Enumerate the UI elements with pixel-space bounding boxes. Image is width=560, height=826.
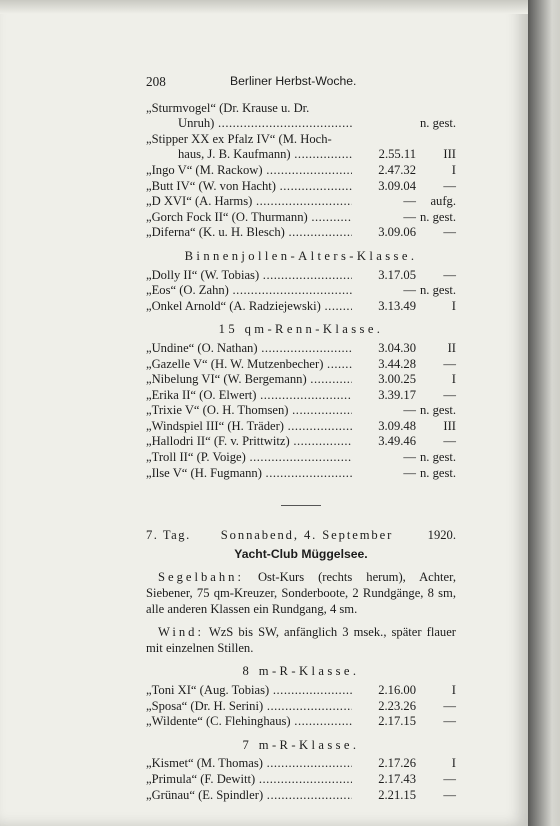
table-row [146,388,456,404]
entry-name: „Gazelle V“ (H. W. Mutzenbecher) ..... [146,357,352,373]
entry-time: 3.44.28 [378,356,416,371]
entry-place: — [443,225,456,240]
entry-time: 3.09.48 [378,418,416,433]
entry-name: „Toni XI“ (Aug. Tobias) ..... [146,683,352,699]
entry-time: — [403,194,416,209]
entry-time: 3.09.06 [378,225,416,240]
entry-place: I [451,683,456,697]
entry-name: „Butt IV“ (W. von Hacht) ..... [146,179,352,195]
entry-time: 2.23.26 [378,698,416,713]
entry-place: n. gest. [419,116,456,131]
results-list-7m [146,756,456,803]
day-heading [146,528,456,544]
entry-place: — [443,267,456,282]
entry-name: „Nibelung VI“ (W. Bergemann) ..... [146,372,352,388]
entry-name-continued: haus, J. B. Kaufmann) ..... [146,147,352,163]
course-label: Segelbahn: [158,570,244,585]
entry-time: 2.17.43 [378,771,416,786]
table-row [146,101,456,117]
section-heading-binnenjollen: Binnenjollen-Alters-Klasse. [184,248,418,263]
entry-place: — [443,787,456,802]
section-divider [281,505,321,506]
entry-place: — [443,387,456,402]
entry-place: III [443,418,456,433]
table-row [146,403,456,419]
entry-name: „Diferna“ (K. u. H. Blesch) ..... [146,225,352,241]
table-row [146,194,456,210]
table-row [146,210,456,226]
day-label: 7. Tag. [146,528,191,543]
entry-place: I [451,756,456,771]
entry-place: II [447,340,456,355]
entry-name: „Eos“ (O. Zahn) ..... [146,283,352,299]
entry-time: 3.00.25 [378,372,416,387]
table-row [146,299,456,315]
entry-name: „Kismet“ (M. Thomas) ..... [146,756,352,772]
entry-name: „Stipper XX ex Pfalz IV“ (M. Hoch- [146,131,332,146]
entry-name: „Sturmvogel“ (Dr. Krause u. Dr. [146,100,310,115]
table-row [146,225,456,241]
table-row [146,699,456,715]
entry-name: „Ingo V“ (M. Rackow) ..... [146,163,352,179]
entry-name: „Primula“ (F. Dewitt) ..... [146,772,352,788]
wind-label: Wind: [158,625,204,640]
entry-time: 3.39.17 [378,387,416,402]
entry-place: n. gest. [419,465,456,480]
results-list-binnenjollen [146,268,456,315]
entry-place: — [443,178,456,193]
page-content [146,74,456,803]
entry-time: — [403,403,416,418]
entry-name: „Wildente“ (C. Flehinghaus) ..... [146,714,352,730]
page-number: 208 [146,74,166,89]
table-row [146,788,456,804]
table-row [146,179,456,195]
book-spine-edge [528,0,560,826]
entry-place: — [443,714,456,729]
club-name: Yacht-Club Müggelsee. [234,546,368,561]
entry-place: I [451,298,456,313]
entry-name: „Gorch Fock II“ (O. Thurmann) ..... [146,210,352,226]
entry-name: „Hallodri II“ (F. v. Prittwitz) ..... [146,434,352,450]
results-list-8m [146,683,456,730]
table-row [146,466,456,482]
entry-place: n. gest. [419,209,456,224]
entry-name: „Sposa“ (Dr. H. Serini) ..... [146,699,352,715]
entry-time: 2.17.26 [378,756,416,771]
entry-name-continued: Unruh) ..... [146,116,352,132]
entry-time: 2.47.32 [378,162,416,177]
section-heading-8m: 8 m-R-Klasse. [242,664,360,679]
entry-name: „Windspiel III“ (H. Träder) ..... [146,419,352,435]
day-year: 1920. [427,528,456,543]
course-paragraph [146,570,456,617]
entry-name: „Trixie V“ (O. H. Thomsen) ..... [146,403,352,419]
table-row [146,372,456,388]
table-row [146,450,456,466]
entry-time: 3.17.05 [378,267,416,282]
entry-time: 2.55.11 [378,147,416,162]
day-date: Sonnabend, 4. September [220,528,394,543]
entry-time: — [403,450,416,465]
entry-name: „Ilse V“ (H. Fugmann) ..... [146,466,352,482]
entry-place: III [443,147,456,162]
results-list-continued [146,101,456,241]
entry-place: — [443,434,456,449]
entry-name: „Onkel Arnold“ (A. Radziejewski) ..... [146,299,352,315]
entry-time: 3.09.04 [378,178,416,193]
entry-time: 3.04.30 [378,340,416,355]
course-text: Ost-Kurs (rechts herum), Achter, Siebener, 75 qm-Kreuzer, Sonderboote, 2 Rundgänge, 8 sm, alle anderen Klassen ein Rundgang, 4 sm. [146,570,456,616]
entry-name: „Grünau“ (E. Spindler) ..... [146,788,352,804]
table-row [146,268,456,284]
running-title: Berliner Herbst-Woche. [230,74,357,88]
entry-time: 2.17.15 [378,714,416,729]
entry-place: I [451,162,456,177]
entry-name: „Dolly II“ (W. Tobias) ..... [146,268,352,284]
entry-place: n. gest. [419,450,456,465]
entry-time: 2.21.15 [378,787,416,802]
table-row [146,683,456,699]
entry-time: 3.13.49 [378,298,416,313]
wind-text: WzS bis SW, anfänglich 3 msek., später flauer mit einzelnen Stillen. [146,625,456,655]
entry-time: — [403,209,416,224]
wind-paragraph [146,625,456,656]
table-row [146,147,456,163]
entry-place: n. gest. [419,283,456,298]
table-row [146,714,456,730]
page-header [146,74,456,90]
entry-name: „D XVI“ (A. Harms) ..... [146,194,352,210]
entry-time: 3.49.46 [378,434,416,449]
entry-name: „Undine“ (O. Nathan) ..... [146,341,352,357]
entry-place: — [443,771,456,786]
table-row [146,419,456,435]
entry-place: — [443,356,456,371]
table-row [146,434,456,450]
entry-place: n. gest. [419,403,456,418]
section-heading-7m: 7 m-R-Klasse. [242,737,360,752]
table-row [146,341,456,357]
entry-time: 2.16.00 [378,683,416,697]
table-row [146,756,456,772]
entry-name: „Troll II“ (P. Voige) ..... [146,450,352,466]
results-list-15qm [146,341,456,481]
entry-time: — [403,465,416,480]
entry-place: — [443,698,456,713]
table-row [146,132,456,148]
entry-place: aufg. [430,194,456,209]
entry-place: I [451,372,456,387]
table-row [146,283,456,299]
table-row [146,116,456,132]
entry-time: — [403,283,416,298]
table-row [146,772,456,788]
table-row [146,163,456,179]
section-heading-15qm: 15 qm-Renn-Klasse. [218,322,384,337]
table-row [146,357,456,373]
entry-name: „Erika II“ (O. Elwert) ..... [146,388,352,404]
